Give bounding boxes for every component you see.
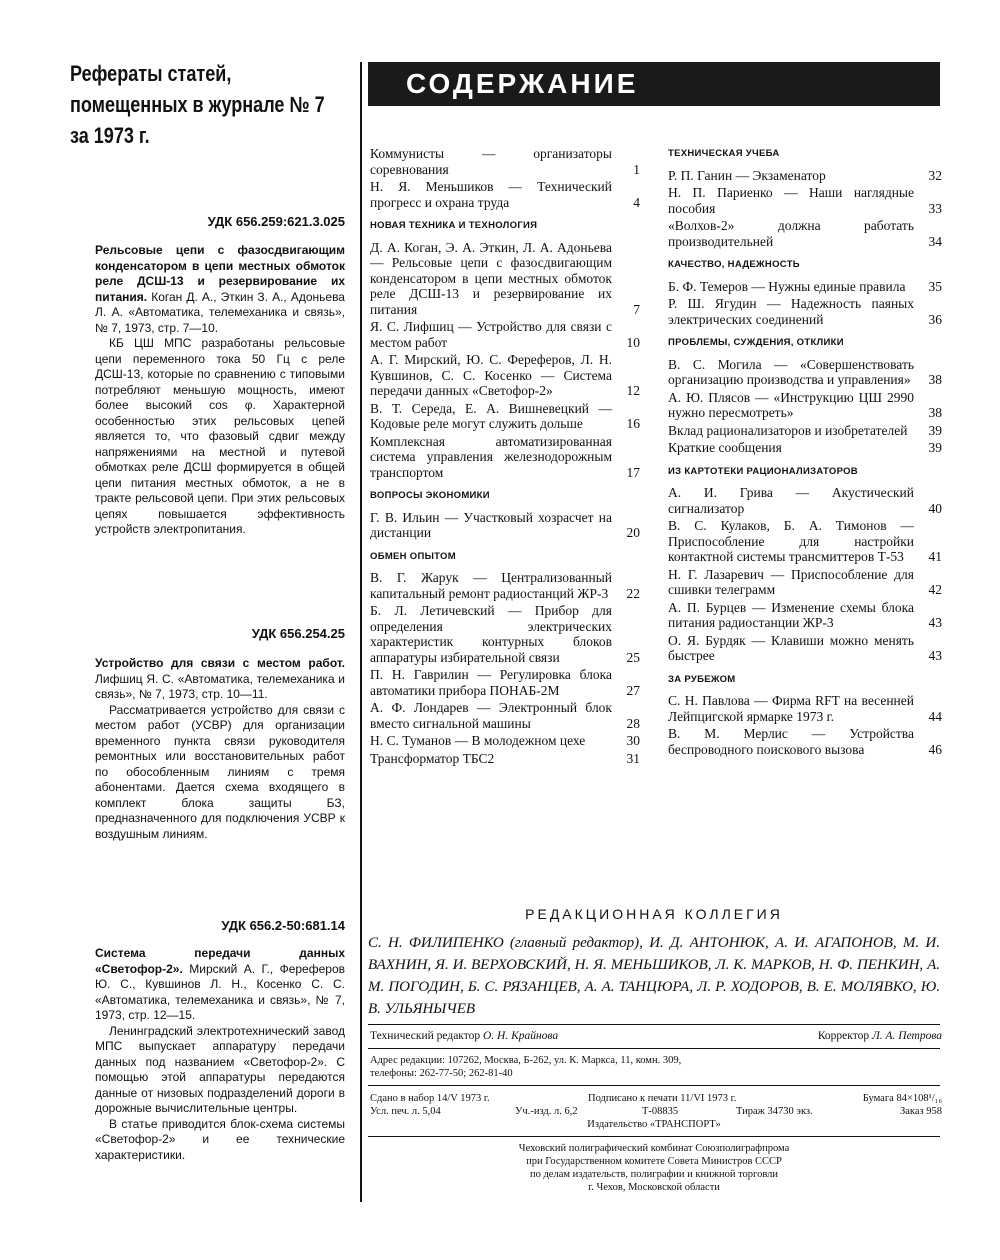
divider	[368, 1136, 940, 1137]
toc-item[interactable]	[370, 240, 640, 318]
abstract-citation: Лифшиц Я. С. «Автоматика, телемеханика и связь», № 7, 1973, стр. 10—11.	[95, 671, 345, 701]
toc-page: 17	[626, 464, 640, 480]
toc-item[interactable]	[370, 510, 640, 541]
toc-item[interactable]	[668, 185, 942, 216]
toc-item[interactable]	[668, 390, 942, 421]
abstract-body: Ленинградский электротехнический завод МПС выпускает аппаратуру передачи данных под названием «Светофор-2». С помощью этой аппаратуры передаются данные от низовых подразделений дороги в дорожные вычислительные центры.	[95, 1023, 345, 1115]
toc-item-text: Н. П. Париенко — Наши наглядные пособия	[668, 185, 914, 216]
toc-item-text: А. И. Грива — Акустический сигнализатор	[668, 485, 914, 516]
toc-page: 42	[928, 582, 942, 597]
toc-page: 39	[928, 440, 942, 455]
toc-page: 22	[626, 585, 640, 601]
abstract-2	[95, 656, 345, 842]
toc-section-heading: ВОПРОСЫ ЭКОНОМИКИ	[370, 490, 490, 501]
toc-item-text: В. Т. Середа, Е. А. Вишневецкий — Кодовые реле могут служить дольше	[370, 400, 612, 431]
toc-item-text: С. Н. Павлова — Фирма RFT на весенней Лейпцигской ярмарке 1973 г.	[668, 693, 914, 724]
toc-item-text: В. С. Могила — «Совершенствовать организацию производства и управления»	[668, 356, 914, 387]
tech-editor-name: О. Н. Крайнова	[483, 1030, 559, 1042]
tech-editor-label: Технический редактор	[370, 1030, 481, 1042]
divider	[368, 1024, 940, 1025]
column-divider	[360, 62, 362, 1202]
toc-item-text: П. Н. Гаврилин — Регулировка блока автоматики прибора ПОНАБ-2М	[370, 667, 612, 698]
abstract-body: КБ ЦШ МПС разработаны рельсовые цепи переменного тока 50 Гц с реле ДСШ-13, которые по сравнению с типовыми потребляют меньшую мощность, имеют более высокий cos φ. Характерной особенностью этих рельсовых цепей является то, что фазовый сдвиг между напряжениями на местной и путевой обмотках реле ДСШ формируется в общей цепи питания местных обмоток, а не в тракте рельсовой цепи. При этих рельсовых цепях повышается эффективность устройств электропитания.	[95, 336, 345, 536]
udk-code: УДК 656.254.25	[251, 626, 345, 641]
toc-page: 44	[928, 708, 942, 724]
corrector-name: Л. А. Петрова	[871, 1030, 942, 1042]
toc-item[interactable]	[370, 700, 640, 731]
toc-item[interactable]	[668, 357, 942, 388]
toc-item-text: Г. В. Ильин — Участковый хозрасчет на дистанции	[370, 509, 612, 540]
toc-item-text: А. Ф. Лондарев — Электронный блок вместо сигнальной машины	[370, 700, 612, 731]
toc-page: 16	[626, 416, 640, 431]
printer-line: Чеховский полиграфический комбинат Союзполиграфпрома	[518, 1143, 790, 1154]
toc-page: 38	[928, 372, 942, 387]
toc-page: 27	[626, 682, 640, 698]
toc-item-text: В. С. Кулаков, Б. А. Тимонов — Приспособление для настройки контактной системы трансмиттеров Т-53	[668, 518, 914, 564]
udk-code: УДК 656.259:621.3.025	[207, 214, 345, 229]
toc-item-text: В. Г. Жарук — Централизованный капитальный ремонт радиостанций ЖР-3	[370, 570, 612, 601]
abstract-1	[95, 243, 345, 538]
toc-item-text: Р. П. Ганин — Экзаменатор	[668, 167, 826, 183]
abstract-3	[95, 946, 345, 1163]
abstract-title: Система передачи данных «Светофор-2».	[95, 946, 345, 976]
toc-item[interactable]	[370, 179, 640, 210]
abstracts-heading-line: помещенных в журнале № 7	[70, 92, 325, 117]
usl: Усл. печ. л. 5,04	[370, 1106, 441, 1117]
toc-page: 43	[928, 615, 942, 630]
toc-page: 39	[928, 422, 942, 438]
toc-item[interactable]	[370, 751, 640, 767]
contents-banner	[368, 62, 940, 106]
toc-section-heading: ЗА РУБЕЖОМ	[668, 673, 736, 685]
toc-page: 43	[928, 648, 942, 663]
toc-page: 38	[928, 405, 942, 420]
abstract-body: В статье приводится блок-схема системы «Светофор-2» и ее технические характеристики.	[95, 1116, 345, 1162]
udk-code: УДК 656.2-50:681.14	[221, 918, 345, 933]
toc-item[interactable]	[668, 218, 942, 249]
toc-column-right	[668, 146, 942, 759]
abstract-citation: Коган Д. А., Эткин З. А., Адоньева Л. А. «Автоматика, телемеханика и связь», № 7, 1973, стр. 7—10.	[95, 289, 345, 335]
toc-item[interactable]	[668, 518, 942, 565]
toc-page: 12	[626, 383, 640, 398]
toc-page: 36	[928, 311, 942, 327]
toc-section-heading: ТЕХНИЧЕСКАЯ УЧЕБА	[668, 148, 780, 159]
toc-section-heading: НОВАЯ ТЕХНИКА И ТЕХНОЛОГИЯ	[370, 220, 538, 231]
toc-item-text: «Волхов-2» должна работать производительней	[668, 218, 914, 249]
toc-item-text: Трансформатор ТБС2	[370, 750, 495, 766]
toc-item[interactable]	[370, 733, 640, 749]
abstracts-heading	[70, 58, 357, 151]
tirazh: Тираж 34730 экз.	[736, 1106, 813, 1117]
zakaz: Заказ 958	[899, 1106, 942, 1117]
t-code: Т-08835	[642, 1106, 679, 1117]
toc-item[interactable]	[370, 401, 640, 432]
toc-column-left	[370, 146, 640, 768]
toc-page: 25	[626, 649, 640, 665]
toc-item-text: А. Г. Мирский, Ю. С. Фереферов, Л. Н. Кувшинов, С. С. Косенко — Система передачи данных «Светофор-2»	[370, 352, 612, 398]
toc-page: 33	[928, 200, 942, 216]
toc-section-heading: ИЗ КАРТОТЕКИ РАЦИОНАЛИЗАТОРОВ	[668, 465, 858, 477]
toc-item-text: Н. Я. Меньшиков — Технический прогресс и охрана труда	[370, 179, 612, 210]
divider	[368, 1085, 940, 1086]
toc-item[interactable]	[668, 726, 942, 757]
toc-item[interactable]	[668, 168, 942, 184]
toc-page: 32	[928, 167, 942, 183]
corrector	[782, 1030, 942, 1043]
toc-item-text: Р. Ш. Ягудин — Надежность паяных электрических соединений	[668, 296, 914, 327]
toc-page: 4	[633, 194, 640, 210]
toc-page: 34	[928, 233, 942, 249]
toc-item[interactable]	[370, 146, 640, 177]
toc-item[interactable]	[668, 567, 942, 598]
toc-page: 20	[626, 525, 640, 540]
toc-section-heading: ПРОБЛЕМЫ, СУЖДЕНИЯ, ОТКЛИКИ	[668, 337, 844, 348]
abstracts-heading-line: Рефераты статей,	[70, 61, 232, 86]
toc-page: 7	[633, 301, 640, 317]
tech-editor	[370, 1030, 558, 1043]
contents-title: СОДЕРЖАНИЕ	[406, 68, 639, 99]
toc-item-text: Д. А. Коган, Э. А. Эткин, Л. А. Адоньева — Рельсовые цепи с фазосдвигающим конденсатором в цепи местных обмоток реле ДСШ-13 и резервирование их питания	[370, 239, 612, 317]
address-line: Адрес редакции: 107262, Москва, Б-262, ул. К. Маркса, 11, комн. 309,	[370, 1055, 682, 1066]
toc-page: 31	[626, 750, 640, 766]
toc-item-text: Б. Ф. Темеров — Нужны единые правила	[668, 278, 906, 294]
toc-page: 46	[928, 741, 942, 757]
toc-page: 40	[928, 500, 942, 516]
toc-item-text: О. Я. Бурдяк — Клавиши можно менять быстрее	[668, 632, 914, 663]
toc-item[interactable]	[668, 440, 942, 456]
toc-item-text: Краткие сообщения	[668, 440, 782, 455]
toc-item-text: Вклад рационализаторов и изобретателей	[668, 422, 908, 438]
toc-page: 41	[928, 549, 942, 564]
corrector-label: Корректор	[817, 1030, 870, 1042]
board-title: РЕДАКЦИОННАЯ КОЛЛЕГИЯ	[525, 906, 783, 922]
toc-page: 35	[928, 278, 942, 294]
publisher: Издательство «ТРАНСПОРТ»	[587, 1119, 721, 1130]
phones-line: телефоны: 262-77-50; 262-81-40	[370, 1068, 513, 1079]
board-members: С. Н. ФИЛИПЕНКО (главный редактор), И. Д. АНТОНЮК, А. И. АГАПОНОВ, М. И. ВАХНИН, Я. И. ВЕРХОВСКИЙ, Н. Я. МЕНЬШИКОВ, Л. К. МАРКОВ, Н. Ф. ПЕНКИН, А. М. ПОГОДИН, Б. С. РЯЗАНЦЕВ, А. А. ТАНЦЮРА, Л. Р. ХОДОРОВ, В. Е. МОЛЯВКО, Ю. В. УЛЬЯНЫЧЕВ	[368, 935, 940, 1017]
toc-item[interactable]	[668, 296, 942, 327]
toc-item-text: В. М. Мерлис — Устройства беспроводного поискового вызова	[668, 726, 914, 757]
divider	[368, 1048, 940, 1049]
toc-item[interactable]	[370, 352, 640, 399]
abstract-title: Устройство для связи с местом работ.	[95, 656, 345, 670]
abstract-title: Рельсовые цепи с фазосдвигающим конденсатором в цепи местных обмоток реле ДСШ-13 и резервирование их питания.	[95, 243, 345, 304]
abstracts-heading-line: за 1973 г.	[70, 123, 150, 148]
uch: Уч.-изд. л. 6,2	[515, 1106, 578, 1117]
toc-item-text: Б. Л. Летичевский — Прибор для определения электрических характеристик контурных блоков аппаратуры избирательной связи	[370, 603, 612, 665]
abstract-body: Рассматривается устройство для связи с местом работ (УСВР) для организации временного пункта связи руководителя ремонтных или восстановительных работ по обособленным линиям с тремя абонентами. Дается схема входящего в комплект блока защиты БЗ, предназначенного для подключения УСВР к воздушным линиям.	[95, 702, 345, 841]
podpisano: Подписано к печати 11/VI 1973 г.	[588, 1093, 737, 1104]
toc-item[interactable]	[668, 600, 942, 631]
toc-item[interactable]	[668, 633, 942, 664]
printer-line: при Государственном комитете Совета Министров СССР	[526, 1156, 782, 1167]
printer-line: г. Чехов, Московской области	[588, 1182, 720, 1193]
sdano: Сдано в набор 14/V 1973 г.	[370, 1093, 490, 1104]
bumaga: Бумага 84×108¹/₁₆	[862, 1093, 942, 1104]
toc-item[interactable]	[370, 319, 640, 350]
toc-item[interactable]	[370, 434, 640, 481]
toc-item-text: Н. Г. Лазаревич — Приспособление для сшивки телеграмм	[668, 566, 914, 597]
toc-item-text: Комплексная автоматизированная система управления железнодорожным транспортом	[370, 433, 612, 480]
abstract-citation: Мирский А. Г., Фереферов Ю. С., Кувшинов Л. Н., Косенко С. С. «Автоматика, телемеханика и связь», № 7, 1973, стр. 12—15.	[95, 961, 346, 1022]
toc-item-text: А. П. Бурцев — Изменение схемы блока питания радиостанции ЖР-3	[668, 599, 914, 630]
toc-item[interactable]	[668, 423, 942, 439]
toc-section-heading: ОБМЕН ОПЫТОМ	[370, 550, 456, 562]
toc-page: 28	[626, 715, 640, 731]
toc-section-heading: КАЧЕСТВО, НАДЕЖНОСТЬ	[668, 259, 800, 270]
toc-item[interactable]	[668, 693, 942, 724]
toc-item-text: Н. С. Туманов — В молодежном цехе	[370, 733, 586, 748]
toc-item[interactable]	[370, 570, 640, 601]
toc-item[interactable]	[370, 603, 640, 665]
toc-item-text: А. Ю. Плясов — «Инструкцию ЦШ 2990 нужно пересмотреть»	[668, 389, 914, 420]
toc-item-text: Коммунисты — организаторы соревнования	[370, 146, 612, 177]
toc-page: 10	[626, 334, 640, 350]
toc-page: 30	[626, 733, 640, 748]
toc-item[interactable]	[668, 485, 942, 516]
printer-line: по делам издательств, полиграфии и книжной торговли	[529, 1169, 779, 1180]
toc-page: 1	[633, 161, 640, 177]
toc-item[interactable]	[370, 667, 640, 698]
toc-item-text: Я. С. Лифшиц — Устройство для связи с местом работ	[370, 319, 612, 350]
toc-item[interactable]	[668, 279, 942, 295]
